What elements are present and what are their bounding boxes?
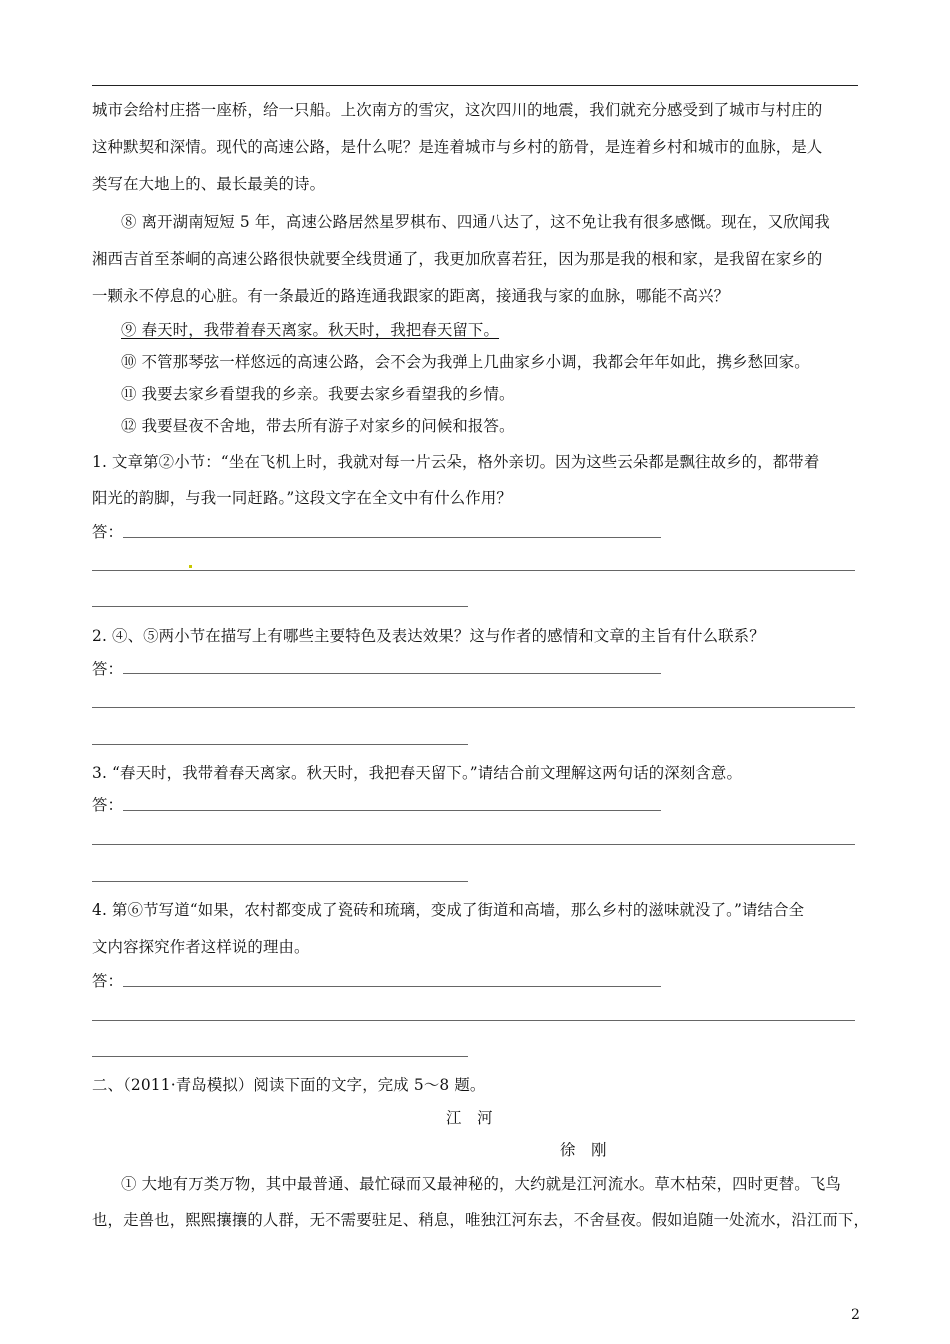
question-1-cont: 阳光的韵脚，与我一同赶路。”这段文字在全文中有什么作用？ [92, 489, 512, 507]
paragraph-9-underlined: ⑨ 春天时，我带着春天离家。秋天时，我把春天留下。 [121, 321, 500, 339]
answer-line[interactable] [92, 1056, 468, 1057]
question-4-cont: 文内容探究作者这样说的理由。 [92, 938, 310, 956]
paragraph-8-line: 湘西吉首至茶峒的高速公路很快就要全线贯通了，我更加欣喜若狂，因为那是我的根和家，是我留在家乡的 [92, 250, 823, 268]
answer-label: 答： [92, 972, 124, 990]
answer-line[interactable] [123, 986, 661, 987]
question-4: 4. 第⑥节写道“如果，农村都变成了瓷砖和琉璃，变成了街道和高墙，那么乡村的滋味就没了。”请结合全 [92, 901, 805, 919]
paragraph-10: ⑩ 不管那琴弦一样悠远的高速公路，会不会为我弹上几曲家乡小调，我都会年年如此，携乡愁回家。 [121, 353, 810, 371]
answer-line[interactable] [92, 744, 468, 745]
answer-line[interactable] [123, 537, 661, 538]
page-number: 2 [851, 1307, 860, 1323]
paragraph-8-line: ⑧ 离开湖南短短 5 年，高速公路居然星罗棋布、四通八达了，这不免让我有很多感慨。现在，又欣闻我 [121, 213, 830, 231]
answer-line[interactable] [92, 707, 855, 708]
answer-line[interactable] [123, 673, 661, 674]
passage-line: 这种默契和深情。现代的高速公路，是什么呢？是连着城市与乡村的筋骨，是连着乡村和城市的血脉，是人 [92, 138, 823, 156]
answer-label: 答： [92, 660, 124, 678]
stray-mark [189, 565, 192, 568]
article-paragraph-1-cont: 也，走兽也，熙熙攘攘的人群，无不需要驻足、稍息，唯独江河东去，不舍昼夜。假如追随一处流水，沿江而下， [92, 1211, 870, 1229]
passage-line: 城市会给村庄搭一座桥，给一只船。上次南方的雪灾，这次四川的地震，我们就充分感受到了城市与村庄的 [92, 101, 823, 119]
answer-line[interactable] [92, 606, 468, 607]
answer-line[interactable] [123, 810, 661, 811]
article-author: 徐 刚 [560, 1141, 607, 1159]
answer-line[interactable] [92, 881, 468, 882]
question-2: 2. ④、⑤两小节在描写上有哪些主要特色及表达效果？这与作者的感情和文章的主旨有什么联系？ [92, 627, 765, 645]
answer-label: 答： [92, 796, 124, 814]
paragraph-11: ⑪ 我要去家乡看望我的乡亲。我要去家乡看望我的乡情。 [121, 385, 515, 403]
answer-label: 答： [92, 523, 124, 541]
answer-line[interactable] [92, 1020, 855, 1021]
question-1: 1. 文章第②小节：“坐在飞机上时，我就对每一片云朵，格外亲切。因为这些云朵都是飘往故乡的，都带着 [92, 453, 820, 471]
paragraph-8-line: 一颗永不停息的心脏。有一条最近的路连通我跟家的距离，接通我与家的血脉，哪能不高兴？ [92, 287, 730, 305]
passage-line: 类写在大地上的、最长最美的诗。 [92, 175, 326, 193]
section-two-heading: 二、（2011·青岛模拟）阅读下面的文字，完成 5～8 题。 [92, 1076, 486, 1094]
article-paragraph-1: ① 大地有万类万物，其中最普通、最忙碌而又最神秘的，大约就是江河流水。草木枯荣，四时更替。飞鸟 [121, 1175, 841, 1193]
paragraph-12: ⑫ 我要昼夜不舍地，带去所有游子对家乡的问候和报答。 [121, 417, 515, 435]
answer-line[interactable] [92, 570, 855, 571]
header-rule [92, 85, 858, 86]
article-title: 江 河 [446, 1109, 493, 1127]
question-3: 3. “春天时，我带着春天离家。秋天时，我把春天留下。”请结合前文理解这两句话的深刻含意。 [92, 764, 742, 782]
answer-line[interactable] [92, 844, 855, 845]
